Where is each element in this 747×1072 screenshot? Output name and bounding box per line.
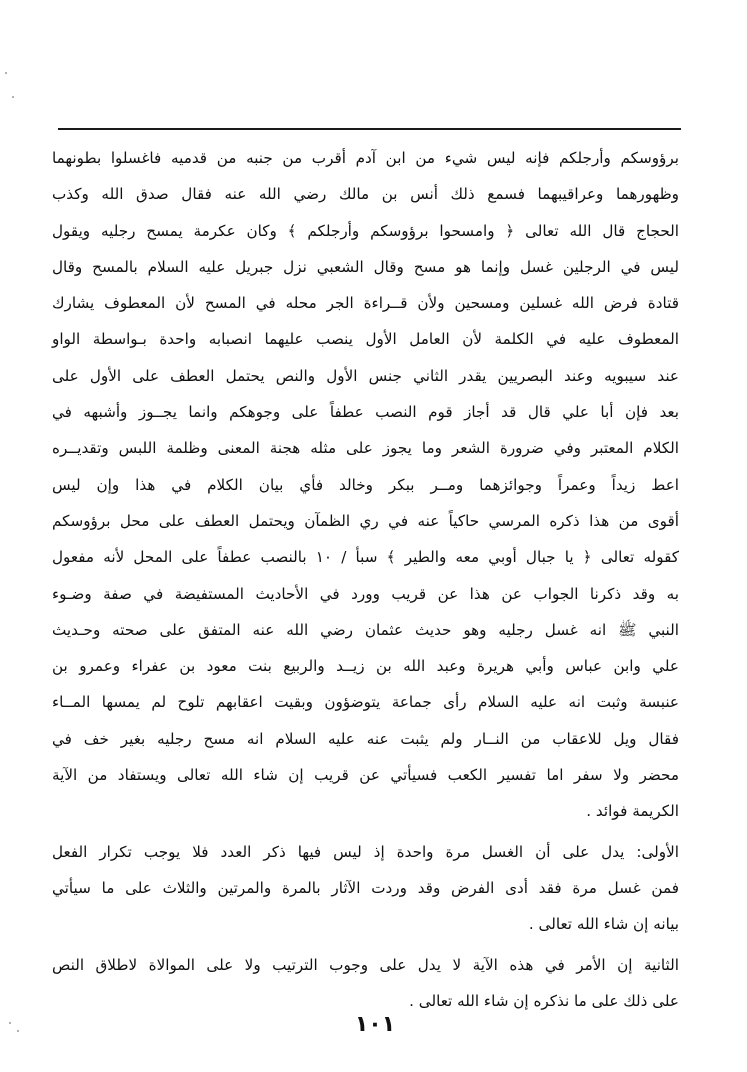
text-line: الثانية إن الأمر في هذه الآية لا يدل على وجوب الترتيب ولا على الموالاة لاطلاق النص bbox=[52, 955, 679, 974]
page-number: ١٠١ bbox=[354, 1012, 396, 1037]
text-line: اعط زيداً وعمراً وجوائزهما ومــر ببكر وخالد فأي بيان الكلام في هذا وإن ليس bbox=[52, 475, 679, 494]
text-line: على ذلك على ما نذكره إن شاء الله تعالى . bbox=[409, 991, 679, 1010]
text-line: قتادة فرض الله غسلين ومسحين ولأن قــراءة الجر محله في المسح لأن المعطوف يشارك bbox=[52, 294, 679, 313]
text-line: فقال ويل للاعقاب من النــار ولم يثبت عنه عليه السلام انه مسح رجليه بغير خف في bbox=[52, 729, 679, 748]
paragraph-main bbox=[52, 140, 679, 830]
paragraph-first-benefit bbox=[52, 834, 679, 943]
text-line: محضر ولا سفر اما تفسير الكعب فسيأتي عن قريب إن شاء الله تعالى ويستفاد من الآية bbox=[52, 766, 679, 785]
text-line: به وقد ذكرنا الجواب عن هذا عن قريب وورد في الأحاديث المستفيضة في صفة وضـوء bbox=[52, 584, 679, 603]
text-line: النبي ﷺ انه غسل رجليه وهو حديث عثمان رضي الله عنه المتفق على صحته وحـديث bbox=[52, 620, 679, 639]
text-line: بيانه إن شاء الله تعالى . bbox=[528, 915, 679, 934]
text-line: عنبسة وثبت انه عليه السلام رأى جماعة يتوضؤون وبقيت اعقابهم تلوح لم يمسها المــاء bbox=[52, 693, 679, 712]
paragraph-second-benefit bbox=[52, 947, 679, 1020]
text-line: الكريمة فوائد . bbox=[586, 802, 679, 821]
text-line: الحجاج قال الله تعالى ﴿ وامسحوا برؤوسكم وأرجلكم ﴾ وكان عكرمة يمسح رجليه ويقول bbox=[52, 221, 679, 240]
scan-speck bbox=[9, 1022, 11, 1024]
text-line: علي وابن عباس وأبي هريرة وعبد الله بن زيــد والربيع بنت معود بن عفراء وعمرو بن bbox=[52, 657, 679, 676]
text-line: بعد فإن أبا علي قال قد أجاز قوم النصب عطفاً على وجوهكم وانما يجــوز وأشبهه في bbox=[52, 403, 679, 422]
scan-speck bbox=[5, 72, 7, 74]
text-line: كقوله تعالى ﴿ يا جبال أوبي معه والطير ﴾ سبأ / ١٠ بالنصب عطفاً على المحل لأنه مفعول bbox=[52, 548, 679, 567]
text-line: ليس في الرجلين غسل وإنما هو مسح وقال الشعبي نزل جبريل عليه السلام بالمسح وقال bbox=[52, 257, 679, 276]
text-line: الكلام المعتبر وفي ضرورة الشعر وما يجوز على مثله هجنة المعنى وظلمة اللبس وتقديــره bbox=[52, 439, 679, 458]
scan-speck bbox=[12, 96, 14, 98]
text-line: الأولى: يدل على أن الغسل مرة واحدة إذ ليس فيها ذكر العدد فلا يوجب تكرار الفعل bbox=[52, 842, 679, 861]
scan-speck bbox=[17, 1030, 19, 1032]
text-line: برؤوسكم وأرجلكم فإنه ليس شيء من ابن آدم أقرب من جنبه من قدميه فاغسلوا بطونهما bbox=[52, 149, 679, 167]
header-rule bbox=[58, 128, 681, 130]
text-line: وظهورهما وعراقيبهما فسمع ذلك أنس بن مالك رضي الله عنه فقال صدق الله وكذب bbox=[52, 185, 679, 204]
text-line: أقوى من هذا ذكره المرسي حاكياً عنه في ري الظمآن ويحتمل العطف على محل برؤوسكم bbox=[52, 511, 679, 530]
body-text bbox=[52, 140, 679, 1019]
text-line: المعطوف عليه في الكلمة لأن العامل الأول ينصب عليهما انصبابه واحدة بـواسطة الواو bbox=[52, 330, 679, 349]
text-line: فمن غسل مرة فقد أدى الفرض وقد وردت الآثار بالمرة والمرتين والثلاث على ما سيأتي bbox=[52, 878, 679, 897]
text-line: عند سيبويه وعند البصريين يقدر الثاني جنس الأول والنص يحتمل العطف على الأول على bbox=[52, 366, 679, 385]
